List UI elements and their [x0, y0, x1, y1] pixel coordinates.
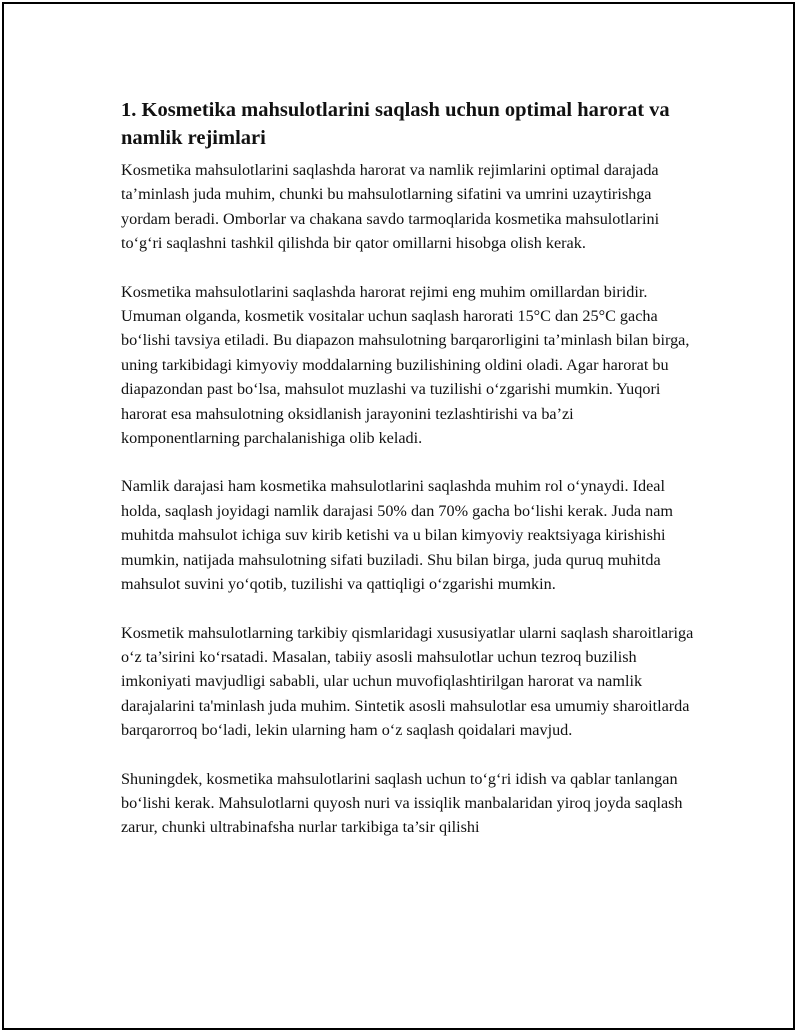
paragraph-humidity: Namlik darajasi ham kosmetika mahsulotlarini saqlashda muhim rol o‘ynaydi. Ideal holda, saqlash joyidagi namlik darajasi 50% dan 70% gacha bo‘lishi kerak. Juda nam muhitda mahsulot ichiga suv kirib ketishi va u bilan kimyoviy reaktsiyaga kirishishi mumkin, natijada mahsulotning sifati buziladi. Shu bilan birga, juda quruq muhitda mahsulot suvini yo‘qotib, tuzilishi va qattiqligi o‘zgarishi mumkin. — [121, 477, 674, 594]
paragraph-intro: Kosmetika mahsulotlarini saqlashda harorat va namlik rejimlarini optimal darajada ta’minlash juda muhim, chunki bu mahsulotlarning sifatini va umrini uzaytirishga yordam beradi. Omborlar va chakana savdo tarmoqlarida kosmetika mahsulotlarini to‘g‘ri saqlashni tashkil qilishda bir qator omillarni hisobga olish kerak. — [121, 161, 660, 253]
document-body — [121, 96, 696, 864]
section-heading: 1. Kosmetika mahsulotlarini saqlash uchun optimal harorat va namlik rejimlari — [121, 99, 670, 149]
paragraph-composition: Kosmetik mahsulotlarning tarkibiy qismlaridagi xususiyatlar ularni saqlash sharoitlariga o‘z ta’sirini ko‘rsatadi. Masalan, tabiiy asosli mahsulotlar uchun tezroq buzilish imkoniyati mavjudligi sababli, ular uchun muvofiqlashtirilgan harorat va namlik darajalarini ta'minlash juda muhim. Sintetik asosli mahsulotlar esa umumiy sharoitlarda barqarorroq bo‘ladi, lekin ularning ham o‘z saqlash qoidalari mavjud. — [121, 623, 694, 740]
paragraph-containers: Shuningdek, kosmetika mahsulotlarini saqlash uchun to‘g‘ri idish va qablar tanlangan bo‘lishi kerak. Mahsulotlarni quyosh nuri va issiqlik manbalaridan yiroq joyda saqlash zarur, chunki ultrabinafsha nurlar tarkibiga ta’sir qilishi — [121, 769, 683, 837]
page-frame — [2, 2, 795, 1030]
paragraph-temperature: Kosmetika mahsulotlarini saqlashda harorat rejimi eng muhim omillardan biridir. Umuman olganda, kosmetik vositalar uchun saqlash harorati 15°C dan 25°C gacha bo‘lishi tavsiya etiladi. Bu diapazon mahsulotning barqarorligini ta’minlash bilan birga, uning tarkibidagi kimyoviy moddalarning buzilishining oldini oladi. Agar harorat bu diapazondan past bo‘lsa, mahsulot muzlashi va tuzilishi o‘zgarishi mumkin. Yuqori harorat esa mahsulotning oksidlanish jarayonini tezlashtirishi va ba’zi komponentlarning parchalanishiga olib keladi. — [121, 282, 690, 448]
